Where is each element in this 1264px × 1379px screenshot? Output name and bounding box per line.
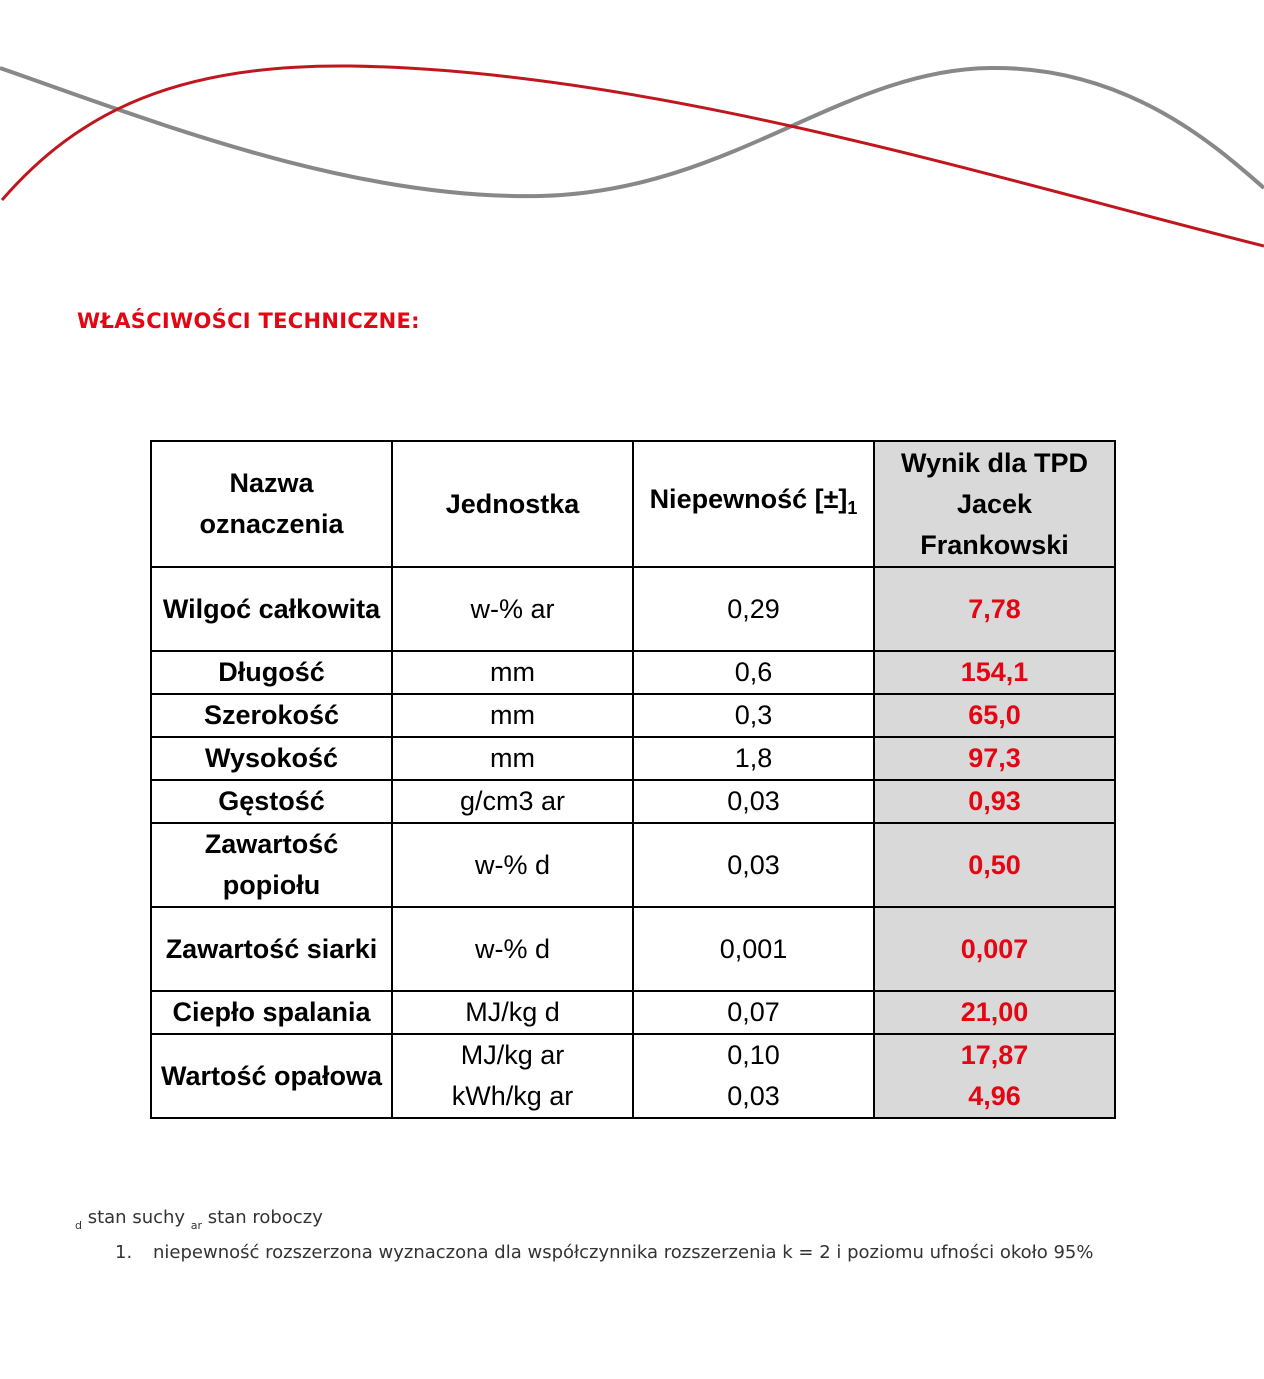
section-heading: WŁAŚCIWOŚCI TECHNICZNE:: [77, 309, 420, 333]
row-uncertainty: 0,03: [633, 780, 874, 823]
header-name: [151, 441, 392, 567]
table-row: [151, 991, 1115, 1034]
header-result: [874, 441, 1115, 567]
table-row: [151, 567, 1115, 651]
row-name: Wartość opałowa: [151, 1034, 392, 1118]
decorative-waves: [0, 0, 1264, 270]
legend-d-sub: d: [75, 1219, 82, 1232]
row-uncertainty-secondary: 0,03: [727, 1081, 780, 1111]
header-unit-label: Jednostka: [445, 488, 580, 519]
row-result: 0,93: [874, 780, 1115, 823]
header-unit: [392, 441, 633, 567]
row-result: 97,3: [874, 737, 1115, 780]
row-name: Zawartość popiołu: [151, 823, 392, 907]
row-unit-secondary: kWh/kg ar: [451, 1081, 574, 1111]
row-unit: w-% d: [392, 907, 633, 991]
row-unit: [392, 1034, 633, 1118]
row-unit: g/cm3 ar: [392, 780, 633, 823]
row-uncertainty-primary: 0,10: [727, 1040, 780, 1070]
row-unit: mm: [392, 651, 633, 694]
row-uncertainty: 0,03: [633, 823, 874, 907]
row-result: 65,0: [874, 694, 1115, 737]
row-result: [874, 1034, 1115, 1118]
footnote-ref: 1: [847, 498, 858, 518]
row-unit: mm: [392, 737, 633, 780]
row-unit: w-% d: [392, 823, 633, 907]
row-result: 0,50: [874, 823, 1115, 907]
table-row: [151, 694, 1115, 737]
row-unit-primary: MJ/kg ar: [460, 1040, 565, 1070]
footnote-number: 1.: [115, 1242, 133, 1263]
row-result: 154,1: [874, 651, 1115, 694]
row-name: Wilgoć całkowita: [151, 567, 392, 651]
header-name-label: Nazwa oznaczenia: [199, 468, 344, 539]
row-name: Ciepło spalania: [151, 991, 392, 1034]
row-name: Gęstość: [151, 780, 392, 823]
row-result-primary: 17,87: [960, 1040, 1029, 1070]
table-row: [151, 1034, 1115, 1118]
row-uncertainty: 0,29: [633, 567, 874, 651]
row-uncertainty: 0,6: [633, 651, 874, 694]
footnote-text: niepewność rozszerzona wyznaczona dla współczynnika rozszerzenia k = 2 i poziomu ufności około 95%: [153, 1242, 1094, 1263]
technical-properties-table: [150, 440, 1116, 1119]
table-row: [151, 823, 1115, 907]
row-result: 0,007: [874, 907, 1115, 991]
legend-ar-text: stan roboczy: [207, 1207, 323, 1228]
table-row: [151, 780, 1115, 823]
row-uncertainty: [633, 1034, 874, 1118]
red-wave: [2, 66, 1264, 246]
gray-wave: [0, 68, 1264, 196]
row-name: Wysokość: [151, 737, 392, 780]
row-uncertainty: 0,07: [633, 991, 874, 1034]
legend: [75, 1207, 323, 1232]
row-uncertainty: 0,3: [633, 694, 874, 737]
row-unit: mm: [392, 694, 633, 737]
row-name: Zawartość siarki: [151, 907, 392, 991]
row-uncertainty: 1,8: [633, 737, 874, 780]
row-name: Szerokość: [151, 694, 392, 737]
row-unit: w-% ar: [392, 567, 633, 651]
table-header-row: [151, 441, 1115, 567]
table-row: [151, 907, 1115, 991]
table-row: [151, 651, 1115, 694]
row-uncertainty: 0,001: [633, 907, 874, 991]
row-result-secondary: 4,96: [968, 1081, 1021, 1111]
legend-d-text: stan suchy: [87, 1207, 186, 1228]
row-result: 7,78: [874, 567, 1115, 651]
table-row: [151, 737, 1115, 780]
header-result-label: Wynik dla TPD Jacek Frankowski: [900, 447, 1089, 560]
row-result: 21,00: [874, 991, 1115, 1034]
header-uncertainty: [633, 441, 874, 567]
row-unit: MJ/kg d: [392, 991, 633, 1034]
row-name: Długość: [151, 651, 392, 694]
footnote: [115, 1242, 1093, 1263]
header-uncertainty-label: Niepewność [±]: [649, 484, 848, 514]
legend-ar-sub: ar: [190, 1219, 203, 1232]
